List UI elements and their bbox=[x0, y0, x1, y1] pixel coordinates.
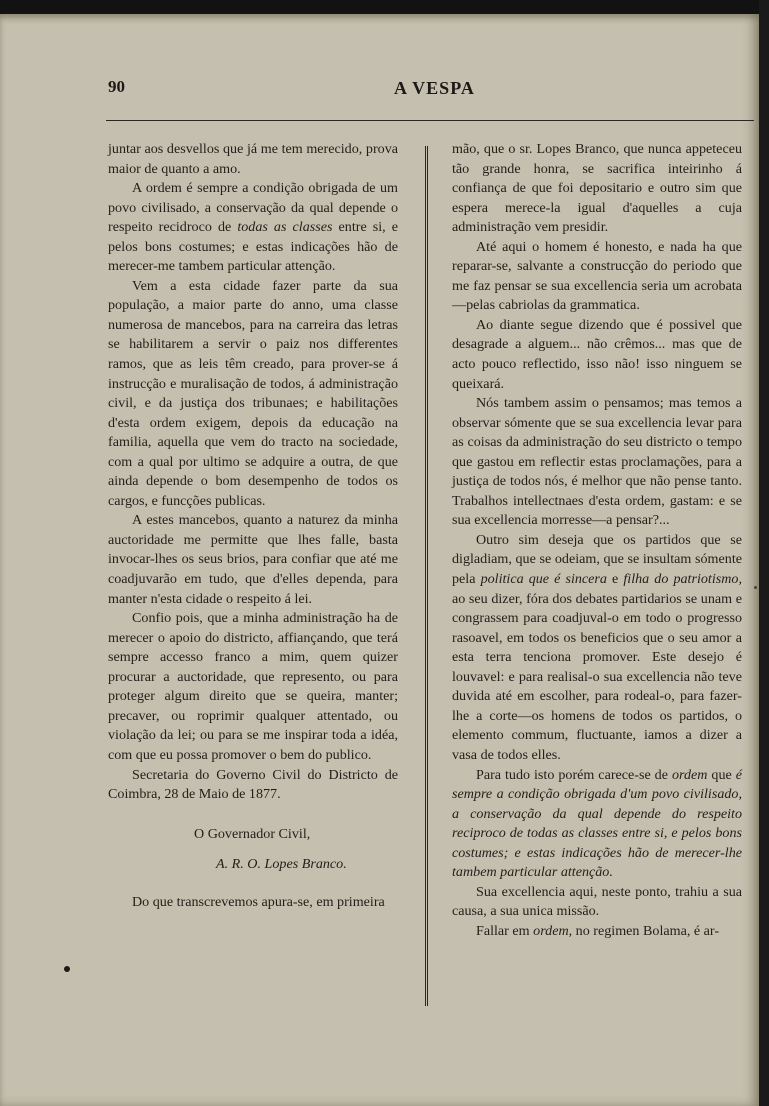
ink-speck bbox=[754, 586, 757, 589]
scan-border-top bbox=[0, 0, 769, 14]
ink-blot bbox=[64, 966, 70, 972]
page-header bbox=[0, 14, 759, 114]
left-column bbox=[108, 140, 398, 912]
paragraph: mão, que o sr. Lopes Branco, que nunca appeteceu tão grande honra, se sacrifica inteirinho á confiança de que foi depositario e outro sim que espera merece-la igual d'aquelles a cuja administração vem presidir. bbox=[452, 141, 742, 236]
paragraph: Ao diante segue dizendo que é possivel que desagrade a alguem... não crêmos... mas que de acto pouco reflectido, isso não! isso ninguem se queixará. bbox=[452, 316, 742, 392]
paragraph: A ordem é sempre a condição obrigada de um povo civilisado, a conservação da qual depende o respeito recidroco de todas as classes entre si, e pelos bons costumes; e estas indicações hão de merecer-me tambem particular attenção. bbox=[108, 180, 399, 275]
scan-border-right bbox=[759, 0, 769, 1106]
page-number: 90 bbox=[108, 77, 125, 96]
paragraph: Fallar em ordem, no regimen Bolama, é ar- bbox=[476, 922, 720, 939]
column-divider bbox=[425, 146, 428, 1006]
paragraph: Sua excellencia aqui, neste ponto, trahiu a sua causa, a sua unica missão. bbox=[452, 883, 742, 920]
paragraph: Nós tambem assim o pensamos; mas temos a observar sómente que se sua excellencia levar para as coisas da administração do seu districto o tempo que gastou em reflectir estas proclamações, para a justiça de todos nós, é melhor que não pense tanto. Trabalhos intellectnaes d'esta ordem, gastam: e se sua excellencia morresse—a pensar?... bbox=[452, 395, 742, 529]
date-line: Secretaria do Governo Civil do Districto de Coimbra, 28 de Maio de 1877. bbox=[108, 766, 398, 803]
paragraph: Para tudo isto porém carece-se de ordem que é sempre a condição obrigada d'um povo civilisado, a conservação da qual depende do respeito reciproco de todas as classes entre si, e pelos bons costumes; e estas indicações hão de merecer-lhe tambem particular attenção. bbox=[452, 766, 742, 881]
paragraph: Até aqui o homem é honesto, e nada ha que reparar-se, salvante a construcção do periodo que me faz pensar se sua excellencia seria um acrobata—pelas cabriolas da grammatica. bbox=[452, 238, 742, 314]
paragraph: juntar aos desvellos que já me tem merecido, prova maior de quanto a amo. bbox=[108, 141, 398, 177]
signature-title: O Governador Civil, bbox=[194, 825, 311, 842]
paragraph: Confio pois, que a minha administração ha de merecer o apoio do districto, affiançando, que terá sempre accesso franco a mim, quem quizer procurar a auctoridade, que represento, ou para proteger algum direito que se queira, manter; precaver, ou roprimir qualquer attentado, ou violação da lei; ou para se me inspirar toda a idéa, com que eu possa promover o bem do publico. bbox=[108, 610, 398, 763]
paragraph: Vem a esta cidade fazer parte da sua população, a maior parte do anno, uma classe numerosa de mancebos, para na carreira das letras se habilitarem a servir o paiz nos differentes ramos, que as leis têm creado, para prover-se á instrucção e muralisação de todos, á administração civil, e da justiça dos tribunaes; e habilitações d'esta ordem exigem, depois da educação na familia, aquella que vem do tracto na sociedade, com a qual por ultimo se adquire a outra, de que ainda depende o bom desempenho de todos os cargos, e funcções publicas. bbox=[108, 277, 398, 509]
newspaper-page bbox=[0, 14, 759, 1106]
signature-name: A. R. O. Lopes Branco. bbox=[216, 856, 347, 873]
paragraph: Outro sim deseja que os partidos que se digladiam, que se odeiam, que se insultam sómente pela politica que é sincera e filha do patriotismo, ao seu dizer, fóra dos debates partidarios se unam e congrassem para coadjuval-o em todo o progresso rasoavel, em todos os beneficios que o seu amor a esta terra tenciona promover. Este desejo é louvavel: e para realisal-o sua excellencia não teve duvida até em escolher, para rodeal-o, para fazer-lhe a corte—os homens de todos os partidos, o elemento commum, fluctuante, iamos a dizer a vasa de todos elles. bbox=[452, 531, 742, 763]
paragraph: Do que transcrevemos apura-se, em primeira bbox=[132, 893, 385, 910]
right-column bbox=[452, 140, 742, 941]
paragraph: A estes mancebos, quanto a naturez da minha auctoridade me permitte que lhes falle, basta invocar-lhes os seus brios, para confiar que até me coadjuvarão em tudo, que d'elles dependa, para manter n'esta cidade o respeito á lei. bbox=[108, 512, 398, 607]
journal-title: A VESPA bbox=[394, 78, 475, 98]
header-rule bbox=[106, 120, 754, 121]
